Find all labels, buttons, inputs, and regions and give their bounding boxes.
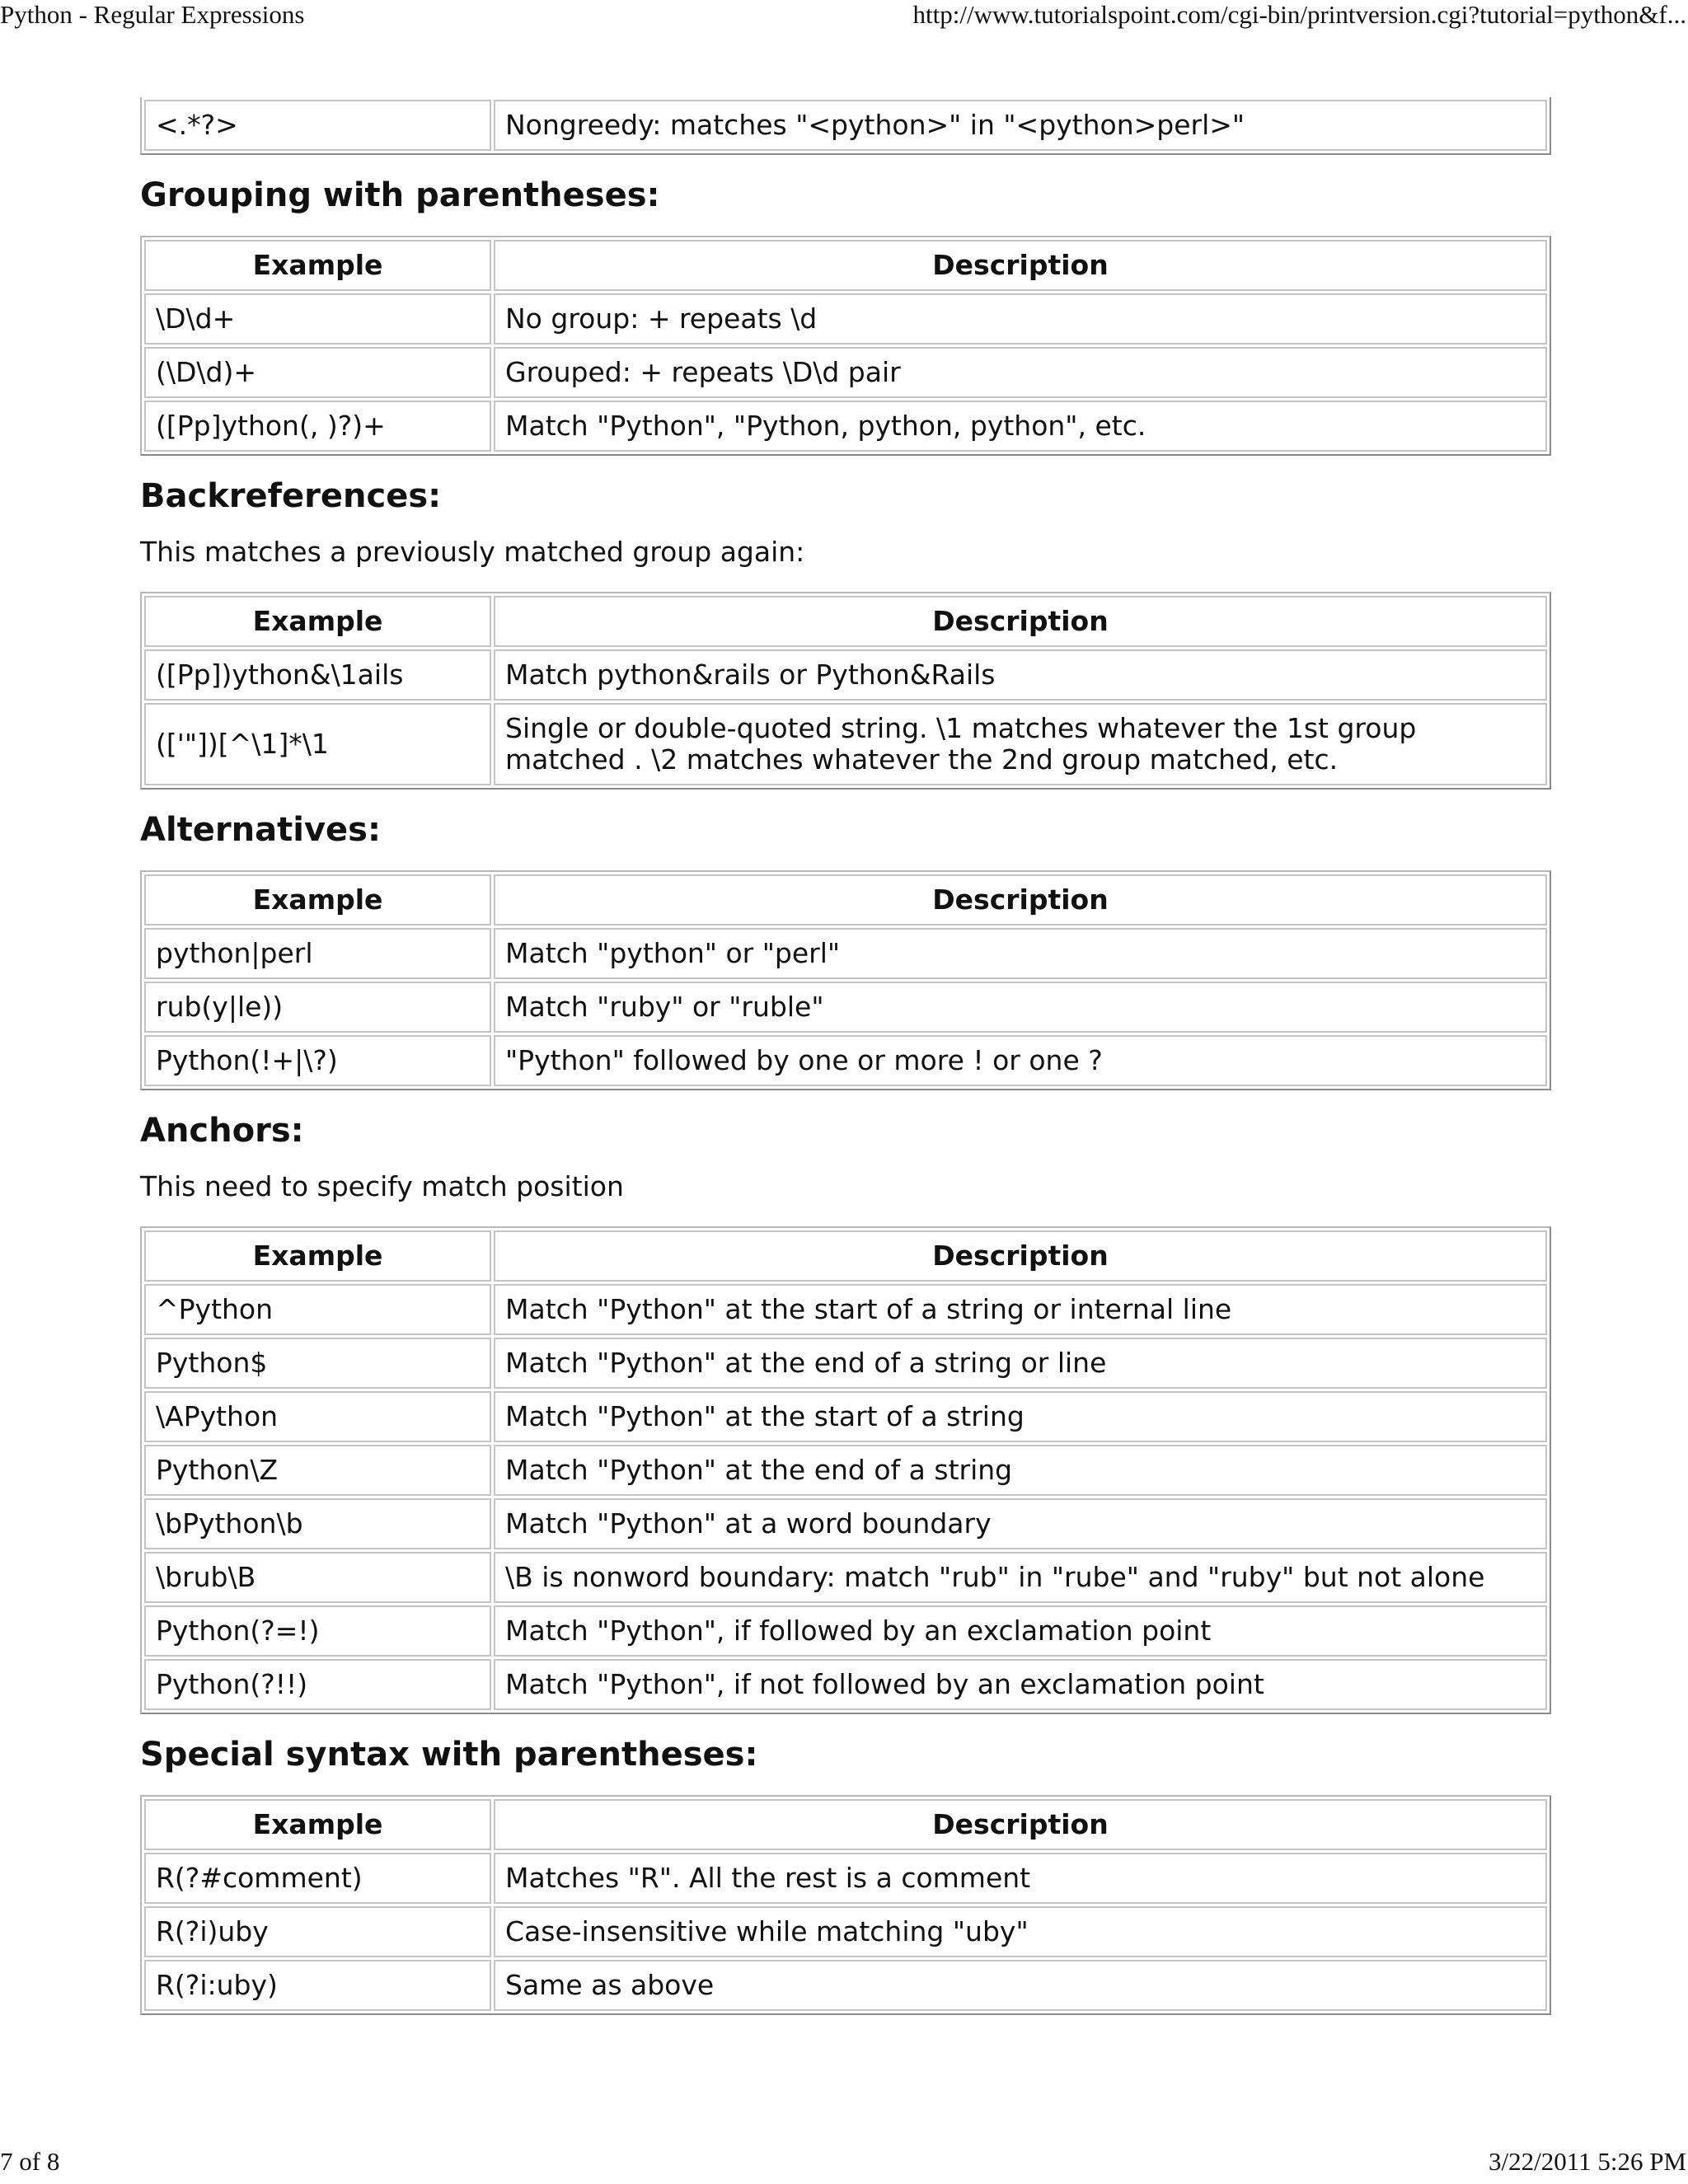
description-cell: Match "Python" at the end of a string	[494, 1445, 1547, 1496]
description-cell: Single or double-quoted string. \1 matches whatever the 1st group matched . \2 matches whatever the 2nd group matched, etc.	[494, 703, 1547, 785]
table-row	[144, 1284, 1547, 1335]
section-heading-special-syntax: Special syntax with parentheses:	[140, 1736, 758, 1774]
column-header-description: Description	[494, 596, 1547, 647]
column-header-example: Example	[144, 240, 491, 291]
table-header-row	[144, 1799, 1547, 1850]
description-cell: Same as above	[494, 1960, 1547, 2011]
page-number: 7 of 8	[0, 2147, 60, 2176]
table-row	[144, 1498, 1547, 1549]
column-header-example: Example	[144, 1799, 491, 1850]
example-cell: Python(!+|\?)	[144, 1035, 491, 1086]
description-cell: Match "Python", "Python, python, python", etc.	[494, 401, 1547, 452]
example-cell: python|perl	[144, 928, 491, 979]
table-row	[144, 1552, 1547, 1603]
column-header-description: Description	[494, 1230, 1547, 1282]
example-cell: Python(?=!)	[144, 1605, 491, 1657]
table-row	[144, 982, 1547, 1033]
description-cell: \B is nonword boundary: match "rub" in "rube" and "ruby" but not alone	[494, 1552, 1547, 1603]
table-row	[144, 703, 1547, 785]
example-cell: <.*?>	[144, 100, 491, 151]
table-row	[144, 100, 1547, 151]
example-cell: R(?i:uby)	[144, 1960, 491, 2011]
table-row	[144, 928, 1547, 979]
example-cell: ([Pp]ython(, )?)+	[144, 401, 491, 452]
column-header-description: Description	[494, 874, 1547, 926]
description-cell: Matches "R". All the rest is a comment	[494, 1853, 1547, 1904]
example-cell: \D\d+	[144, 293, 491, 344]
section-intro-backreferences: This matches a previously matched group again:	[140, 536, 805, 568]
section-heading-backreferences: Backreferences:	[140, 477, 442, 515]
table-row	[144, 649, 1547, 701]
table-header-row	[144, 596, 1547, 647]
table-row	[144, 1445, 1547, 1496]
table-row	[144, 293, 1547, 344]
description-cell: Match "Python" at the end of a string or line	[494, 1338, 1547, 1389]
example-cell: ^Python	[144, 1284, 491, 1335]
table-row	[144, 1960, 1547, 2011]
document-content	[140, 97, 1551, 2015]
example-cell: Python(?!!)	[144, 1659, 491, 1710]
print-datetime: 3/22/2011 5:26 PM	[1489, 2147, 1686, 2176]
example-cell: (['"])[^\1]*\1	[144, 703, 491, 785]
table-row	[144, 1035, 1547, 1086]
column-header-example: Example	[144, 874, 491, 926]
table-row	[144, 1391, 1547, 1442]
example-cell: Python\Z	[144, 1445, 491, 1496]
section-intro-anchors: This need to specify match position	[140, 1170, 624, 1202]
description-cell: Match "ruby" or "ruble"	[494, 982, 1547, 1033]
column-header-example: Example	[144, 596, 491, 647]
column-header-description: Description	[494, 1799, 1547, 1850]
example-cell: rub(y|le))	[144, 982, 491, 1033]
anchors-table	[140, 1226, 1551, 1714]
description-cell: Match "Python" at the start of a string	[494, 1391, 1547, 1442]
description-cell: No group: + repeats \d	[494, 293, 1547, 344]
example-cell: (\D\d)+	[144, 347, 491, 398]
section-heading-grouping: Grouping with parentheses:	[140, 176, 660, 214]
page-url: http://www.tutorialspoint.com/cgi-bin/printversion.cgi?tutorial=python&f...	[912, 0, 1686, 29]
description-cell: Grouped: + repeats \D\d pair	[494, 347, 1547, 398]
example-cell: \bPython\b	[144, 1498, 491, 1549]
table-row	[144, 1906, 1547, 1957]
table-row	[144, 1605, 1547, 1657]
table-row	[144, 347, 1547, 398]
description-cell: Nongreedy: matches "<python>" in "<python>perl>"	[494, 100, 1547, 151]
description-cell: Match "Python", if followed by an exclamation point	[494, 1605, 1547, 1657]
alternatives-table	[140, 870, 1551, 1090]
example-cell: \brub\B	[144, 1552, 491, 1603]
description-cell: Case-insensitive while matching "uby"	[494, 1906, 1547, 1957]
table-header-row	[144, 1230, 1547, 1282]
description-cell: Match "Python" at a word boundary	[494, 1498, 1547, 1549]
print-header	[0, 0, 1688, 33]
table-header-row	[144, 874, 1547, 926]
table-row	[144, 1853, 1547, 1904]
column-header-example: Example	[144, 1230, 491, 1282]
description-cell: Match "Python", if not followed by an exclamation point	[494, 1659, 1547, 1710]
example-cell: \APython	[144, 1391, 491, 1442]
example-cell: Python$	[144, 1338, 491, 1389]
table-header-row	[144, 240, 1547, 291]
table-row	[144, 1659, 1547, 1710]
column-header-description: Description	[494, 240, 1547, 291]
example-cell: R(?i)uby	[144, 1906, 491, 1957]
description-cell: Match "Python" at the start of a string or internal line	[494, 1284, 1547, 1335]
table-row	[144, 401, 1547, 452]
table-row	[144, 1338, 1547, 1389]
example-cell: ([Pp])ython&\1ails	[144, 649, 491, 701]
section-heading-alternatives: Alternatives:	[140, 811, 381, 849]
page-title: Python - Regular Expressions	[0, 0, 305, 29]
continued-table	[140, 97, 1551, 155]
description-cell: Match "python" or "perl"	[494, 928, 1547, 979]
example-cell: R(?#comment)	[144, 1853, 491, 1904]
section-heading-anchors: Anchors:	[140, 1112, 304, 1150]
backreferences-table	[140, 592, 1551, 790]
print-footer	[0, 2147, 1688, 2180]
grouping-table	[140, 236, 1551, 456]
description-cell: Match python&rails or Python&Rails	[494, 649, 1547, 701]
special-syntax-table	[140, 1795, 1551, 2015]
description-cell: "Python" followed by one or more ! or one ?	[494, 1035, 1547, 1086]
